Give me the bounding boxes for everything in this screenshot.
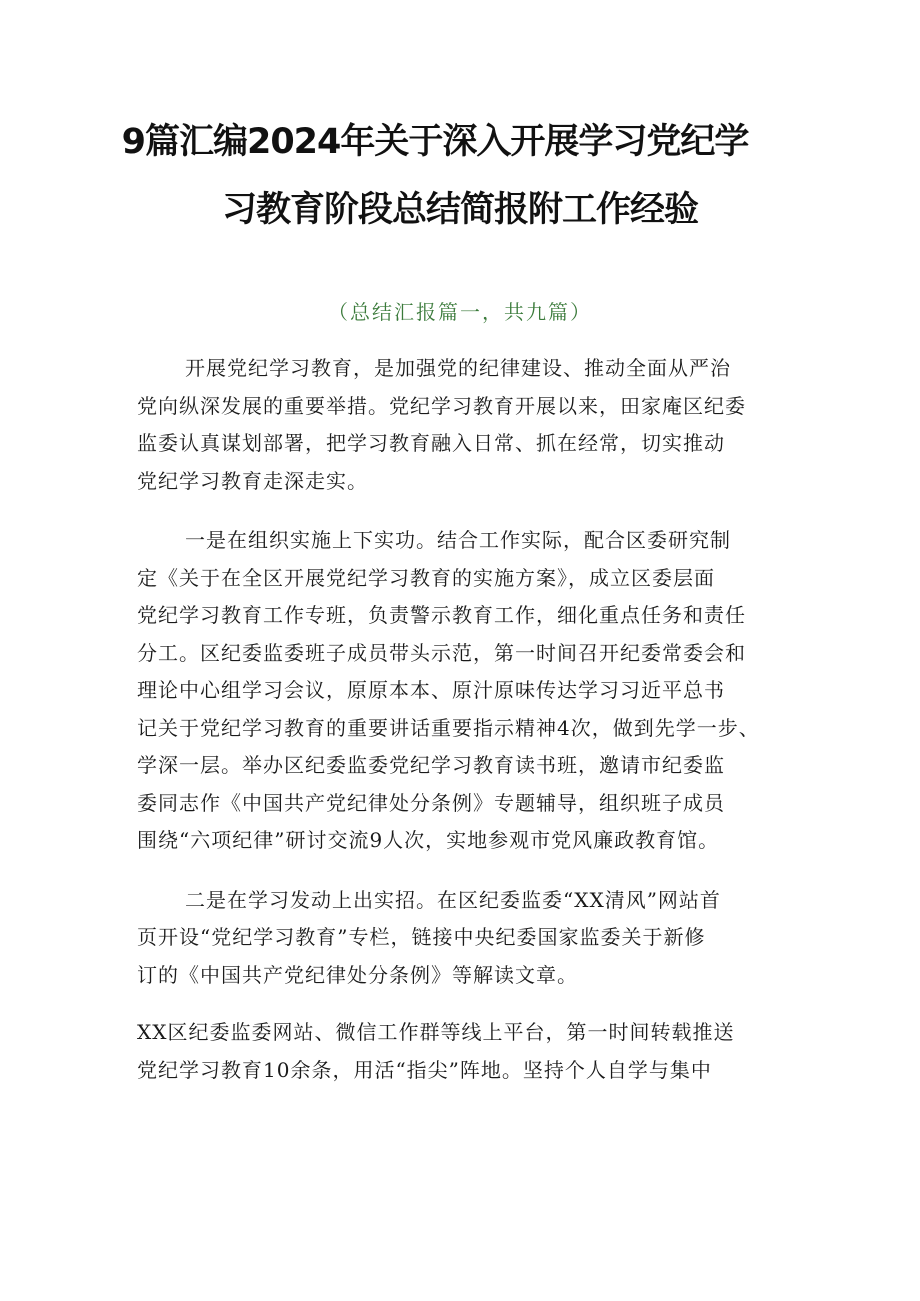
paragraph-line: 页开设“党纪学习教育”专栏，链接中央纪委国家监委关于新修 — [137, 925, 706, 949]
paragraph-line: 党纪学习教育走深走实。 — [137, 468, 368, 493]
paragraph-line: 记关于党纪学习教育的重要讲话重要指示精神4次，做到先学一步、 — [137, 715, 760, 740]
paragraph-line: XX区纪委监委网站、微信工作群等线上平台，第一时间转载推送 — [137, 1020, 735, 1044]
document-title-line-1: 9篇汇编2024年关于深入开展学习党纪学 — [121, 122, 749, 162]
paragraph-line: 分工。区纪委监委班子成员带头示范，第一时间召开纪委常委会和 — [137, 640, 746, 665]
document-body — [137, 350, 793, 1089]
paragraph-line: 党向纵深发展的重要举措。党纪学习教育开展以来，田家庵区纪委 — [137, 393, 746, 418]
paragraph-line: 二是在学习发动上出实招。在区纪委监委“XX清风”网站首 — [185, 887, 721, 912]
paragraph-line: 学深一层。举办区纪委监委党纪学习教育读书班，邀请市纪委监 — [137, 753, 725, 777]
paragraph-line: 理论中心组学习会议，原原本本、原汁原味传达学习习近平总书 — [137, 678, 725, 702]
paragraph — [137, 1014, 793, 1089]
paragraph-line: 一是在组织实施上下实功。结合工作实际，配合区委研究制 — [185, 528, 731, 552]
paragraph-line: 订的《中国共产党纪律处分条例》等解读文章。 — [137, 962, 578, 987]
document-title-line-2: 习教育阶段总结简报附工作经验 — [221, 190, 698, 230]
paragraph-line: 党纪学习教育工作专班，负责警示教育工作，细化重点任务和责任 — [137, 603, 746, 627]
paragraph-line: 定《关于在全区开展党纪学习教育的实施方案》，成立区委层面 — [137, 565, 715, 590]
paragraph-line: 围绕“六项纪律”研讨交流9人次，实地参观市党风廉政教育馆。 — [137, 828, 720, 852]
paragraph-line: 开展党纪学习教育，是加强党的纪律建设、推动全面从严治 — [185, 356, 731, 380]
paragraph-line: 监委认真谋划部署，把学习教育融入日常、抓在经常，切实推动 — [137, 431, 725, 455]
paragraph — [137, 882, 793, 995]
paragraph-line: 委同志作《中国共产党纪律处分条例》专题辅导，组织班子成员 — [137, 790, 725, 815]
document-subtitle: （总结汇报篇一，共九篇） — [328, 300, 592, 324]
paragraph — [137, 522, 793, 860]
paragraph — [137, 350, 793, 500]
paragraph-line: 党纪学习教育10余条，用活“指尖”阵地。坚持个人自学与集中 — [137, 1057, 712, 1082]
